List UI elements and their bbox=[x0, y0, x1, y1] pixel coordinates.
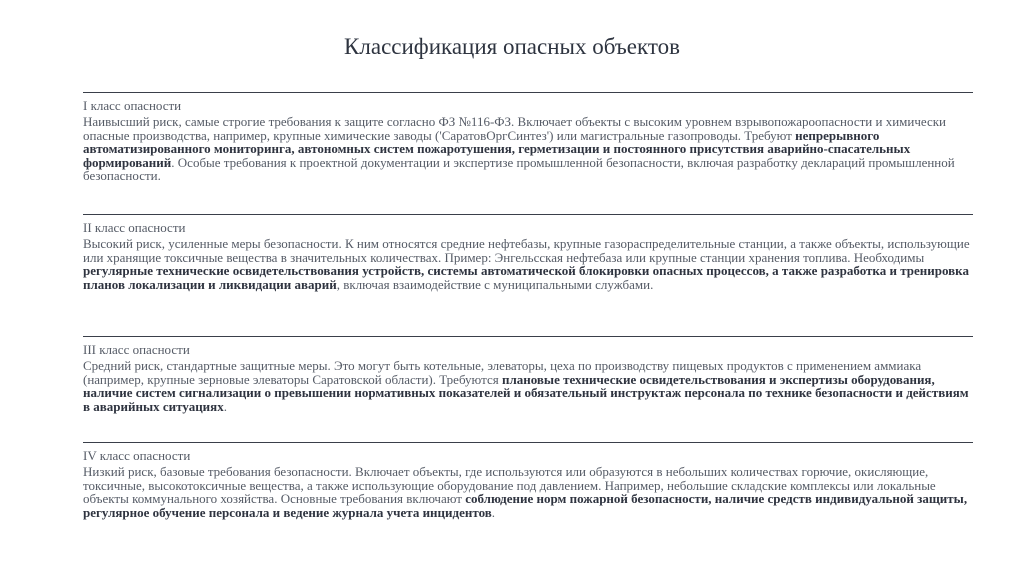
section-heading: II класс опасности bbox=[83, 220, 186, 235]
body-text-before: Наивысший риск, самые строгие требования к защите согласно ФЗ №116-ФЗ. Включает объекты с высоким уровнем взрывопожароопасности и химически опасные производства, например, крупные химические заводы ('СаратовОргСинтез') или магистральные газопроводы. Требуют bbox=[83, 114, 947, 143]
section-heading: III класс опасности bbox=[83, 342, 190, 357]
hazard-class-1-section bbox=[83, 92, 973, 183]
body-text-before: Низкий риск, базовые требования безопасности. Включает объекты, где используются или образуются в небольших количествах горючие, окисляющие, токсичные, высокотоксичные вещества, а также использующие оборудование под давлением. Например, небольшие складские комплексы или локальные объекты коммунального хозяйства. Основные требования включают bbox=[83, 464, 936, 507]
body-text-after: . bbox=[491, 504, 496, 520]
body-text-bold: непрерывного автоматизированного мониторинга, автономных систем пожаротушения, герметизации и постоянного присутствия аварийно-спасательных формирований bbox=[83, 127, 911, 170]
body-text-bold: регулярные технические освидетельствования устройств, системы автоматической блокировки опасных процессов, а также разработка и тренировка планов локализации и ликвидации аварий bbox=[83, 263, 969, 292]
section-heading: IV класс опасности bbox=[83, 448, 191, 463]
section-body bbox=[83, 237, 973, 291]
hazard-class-4-section bbox=[83, 442, 973, 519]
section-body bbox=[83, 465, 973, 519]
hazard-class-2-section bbox=[83, 214, 973, 291]
body-text-bold: плановые технические освидетельствования и экспертизы оборудования, наличие систем сигнализации о превышении нормативных показателей и обязательный инструктаж персонала по технике безопасности и действиям в аварийных ситуациях bbox=[83, 371, 969, 414]
body-text-after: , включая взаимодействие с муниципальными службами. bbox=[336, 276, 654, 292]
section-body bbox=[83, 115, 973, 183]
body-text-after: . Особые требования к проектной документации и экспертизе промышленной безопасности, включая разработку деклараций промышленной безопасности. bbox=[83, 154, 955, 184]
page-title: Классификация опасных объектов bbox=[344, 34, 680, 59]
body-text-bold: соблюдение норм пожарной безопасности, наличие средств индивидуальной защиты, регулярное обучение персонала и ведение журнала учета инцидентов bbox=[83, 491, 968, 520]
section-heading: I класс опасности bbox=[83, 98, 182, 113]
body-text-before: Высокий риск, усиленные меры безопасности. К ним относятся средние нефтебазы, крупные газораспределительные станции, а также объекты, использующие или хранящие токсичные вещества в значительных количествах. Пример: Энгельсская нефтебаза или крупные станции хранения топлива. Необходимы bbox=[83, 236, 970, 265]
section-body bbox=[83, 359, 973, 413]
body-text-after: . bbox=[223, 398, 227, 414]
hazard-class-3-section bbox=[83, 336, 973, 413]
body-text-before: Средний риск, стандартные защитные меры. Это могут быть котельные, элеваторы, цеха по производству пищевых продуктов с применением аммиака (например, крупные зерновые элеваторы Саратовской области). Требуются bbox=[83, 358, 922, 387]
